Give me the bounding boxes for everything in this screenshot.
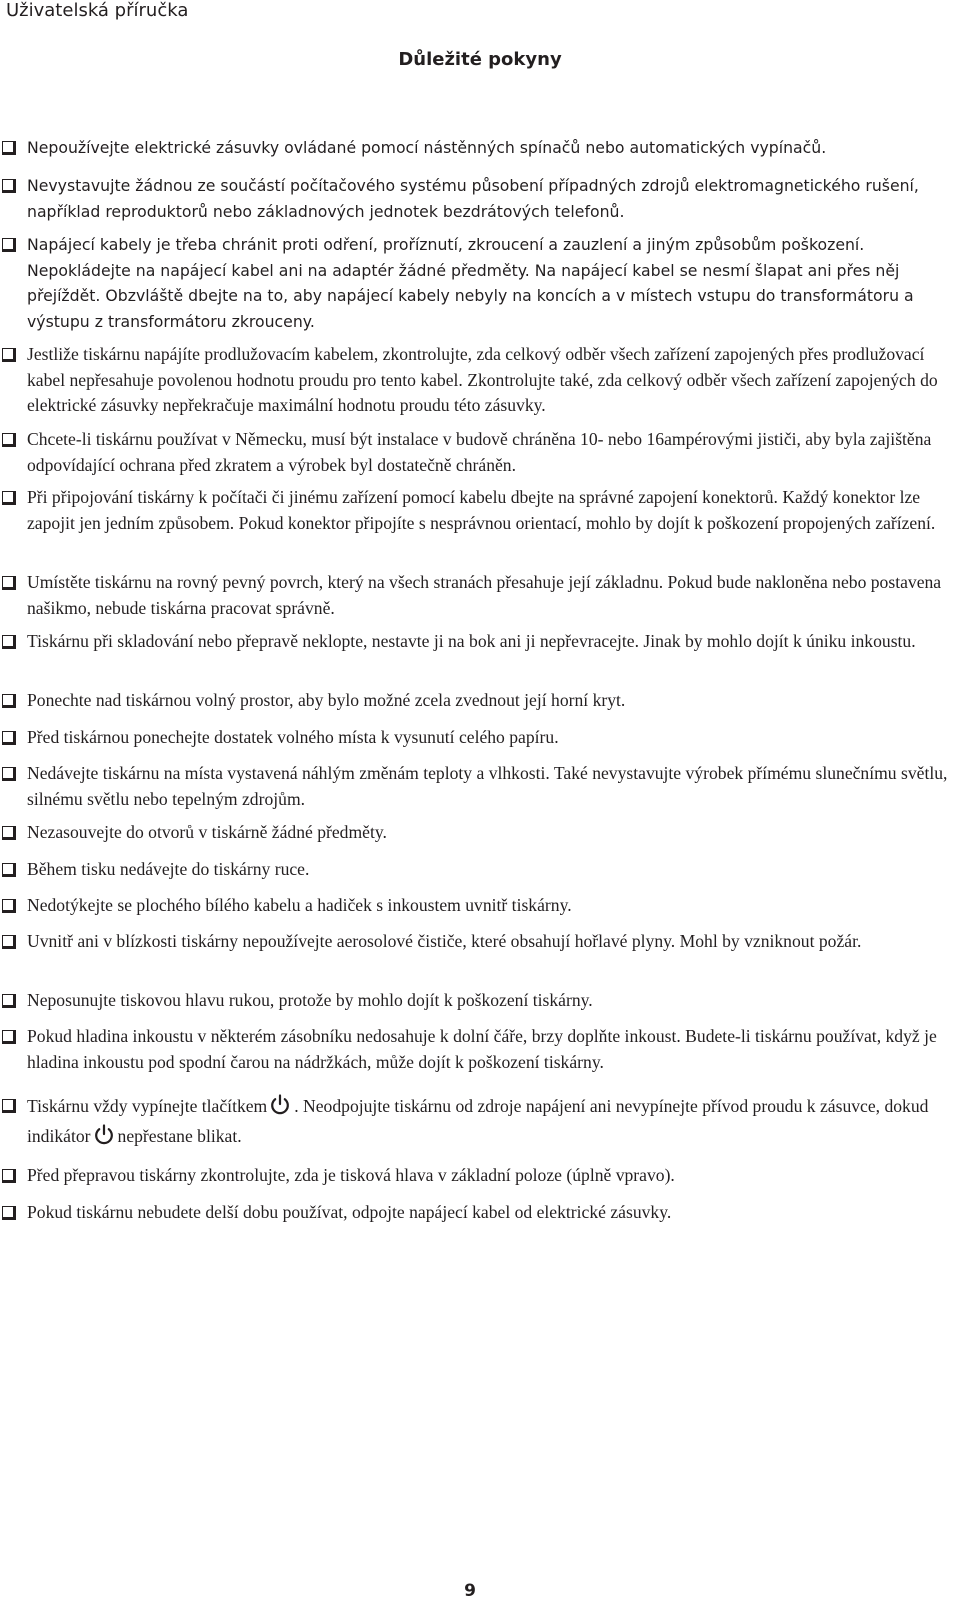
list-item-text: Ponechte nad tiskárnou volný prostor, aby bylo možné zcela zvednout její horní kryt. — [27, 690, 626, 710]
list-item-text: Pokud hladina inkoustu v některém zásobníku nedosahuje k dolní čáře, brzy doplňte inkoust. Budete-li tiskárnu používat, když je hladina inkoustu pod spodní čarou na nádržkách, může dojít k poškození tiskárny. — [27, 1026, 937, 1072]
list-item-text — [0, 1091, 955, 1151]
list-item-text: Během tisku nedávejte do tiskárny ruce. — [27, 859, 310, 879]
checkbox-bullet-icon — [2, 863, 16, 877]
section-title: Důležité pokyny — [398, 49, 562, 70]
power-text-part3: nepřestane blikat. — [117, 1126, 242, 1146]
list-item-text: Napájecí kabely je třeba chránit proti odření, proříznutí, zkroucení a zauzlení a jiným způsobům poškození. Nepokládejte na napájecí kabel ani na adaptér žádné předměty. Na napájecí kabel se nesmí šlapat ani přes něj přejíždět. Obzvláště dbejte na to, aby napájecí kabely nebyly na koncích a v místech vstupu do transformátoru a výstupu z transformátoru zkrouceny. — [27, 235, 914, 331]
checkbox-bullet-icon — [2, 694, 16, 708]
list-item — [0, 342, 955, 419]
list-item-text: Nedotýkejte se plochého bílého kabelu a hadiček s inkoustem uvnitř tiskárny. — [27, 895, 572, 915]
list-item — [0, 988, 955, 1014]
checkbox-bullet-icon — [2, 141, 16, 155]
power-text-part2: . Neodpojujte tiskárnu od zdroje napájení ani nevypínejte přívod proudu k zásuvce, dokud indikátor — [27, 1096, 929, 1146]
checkbox-bullet-icon — [2, 1206, 16, 1220]
list-item — [0, 232, 955, 334]
checkbox-bullet-icon — [2, 767, 16, 781]
list-item-text: Nepoužívejte elektrické zásuvky ovládané pomocí nástěnných spínačů nebo automatických vypínačů. — [27, 138, 827, 157]
list-item — [0, 761, 955, 812]
list-item — [0, 1200, 955, 1226]
list-item — [0, 820, 955, 846]
list-item-text: Tiskárnu při skladování nebo přepravě neklopte, nestavte ji na bok ani ji nepřevracejte. Jinak by mohlo dojít k úniku inkoustu. — [27, 631, 916, 651]
checkbox-bullet-icon — [2, 179, 16, 193]
list-item-text: Před přepravou tiskárny zkontrolujte, zda je tisková hlava v základní poloze (úplně vpravo). — [27, 1165, 675, 1185]
checkbox-bullet-icon — [2, 935, 16, 949]
list-item — [0, 485, 955, 536]
running-header: Uživatelská příručka — [6, 0, 189, 21]
checkbox-bullet-icon — [2, 1169, 16, 1183]
checkbox-bullet-icon — [2, 348, 16, 362]
list-item — [0, 1024, 955, 1075]
list-item-text: Před tiskárnou ponechejte dostatek volného místa k vysunutí celého papíru. — [27, 727, 559, 747]
checkbox-bullet-icon — [2, 238, 16, 252]
checkbox-bullet-icon — [2, 433, 16, 447]
power-icon — [269, 1094, 291, 1116]
power-text-part1: Tiskárnu vždy vypínejte tlačítkem — [27, 1096, 268, 1116]
list-item-power — [0, 1091, 955, 1151]
checkbox-bullet-icon — [2, 576, 16, 590]
list-item-text: Uvnitř ani v blízkosti tiskárny nepoužívejte aerosolové čističe, které obsahují hořlavé plyny. Mohl by vzniknout požár. — [27, 931, 862, 951]
checkbox-bullet-icon — [2, 635, 16, 649]
list-item — [0, 929, 955, 955]
list-item-text: Umístěte tiskárnu na rovný pevný povrch, který na všech stranách přesahuje její základnu. Pokud bude nakloněna nebo postavena našikmo, nebude tiskárna pracovat správně. — [27, 572, 942, 618]
list-item — [0, 570, 955, 621]
checkbox-bullet-icon — [2, 899, 16, 913]
list-item-text: Chcete-li tiskárnu používat v Německu, musí být instalace v budově chráněna 10- nebo 16ampérovými jističi, aby byla zajištěna odpovídající ochrana před zkratem a výrobek byl dostatečně chráněn. — [27, 429, 932, 475]
list-item-text: Při připojování tiskárny k počítači či jinému zařízení pomocí kabelu dbejte na správné zapojení konektorů. Každý konektor lze zapojit jen jedním způsobem. Pokud konektor připojíte s nesprávnou orientací, mohlo by dojít k poškození propojených zařízení. — [27, 487, 936, 533]
checkbox-bullet-icon — [2, 491, 16, 505]
power-icon — [93, 1124, 115, 1146]
checkbox-bullet-icon — [2, 826, 16, 840]
list-item-text: Nedávejte tiskárnu na místa vystavená náhlým změnám teploty a vlhkosti. Také nevystavujte výrobek přímému slunečnímu světlu, silnému světlu nebo tepelným zdrojům. — [27, 763, 948, 809]
list-item-text: Pokud tiskárnu nebudete delší dobu používat, odpojte napájecí kabel od elektrické zásuvky. — [27, 1202, 672, 1222]
checkbox-bullet-icon — [2, 994, 16, 1008]
list-item — [0, 688, 955, 714]
list-item — [0, 427, 955, 478]
checkbox-bullet-icon — [2, 731, 16, 745]
list-item — [0, 135, 955, 161]
list-item — [0, 173, 955, 224]
list-item-text: Nezasouvejte do otvorů v tiskárně žádné předměty. — [27, 822, 387, 842]
list-item-text: Jestliže tiskárnu napájíte prodlužovacím kabelem, zkontrolujte, zda celkový odběr všech zařízení zapojených přes prodlužovací kabel nepřesahuje povolenou hodnotu proudu pro tento kabel. Zkontrolujte také, zda celkový odběr všech zařízení zapojených do elektrické zásuvky nepřekračuje maximální hodnotu proudu této zásuvky. — [27, 344, 938, 415]
checkbox-bullet-icon — [2, 1030, 16, 1044]
list-item-text: Neposunujte tiskovou hlavu rukou, protože by mohlo dojít k poškození tiskárny. — [27, 990, 593, 1010]
list-item — [0, 857, 955, 883]
page-number: 9 — [464, 1581, 476, 1601]
list-item — [0, 725, 955, 751]
list-item — [0, 629, 955, 655]
list-item-text: Nevystavujte žádnou ze součástí počítačového systému působení případných zdrojů elektromagnetického rušení, například reproduktorů nebo základnových jednotek bezdrátových telefonů. — [27, 176, 919, 221]
list-item — [0, 1163, 955, 1189]
list-item — [0, 893, 955, 919]
checkbox-bullet-icon — [2, 1099, 16, 1113]
